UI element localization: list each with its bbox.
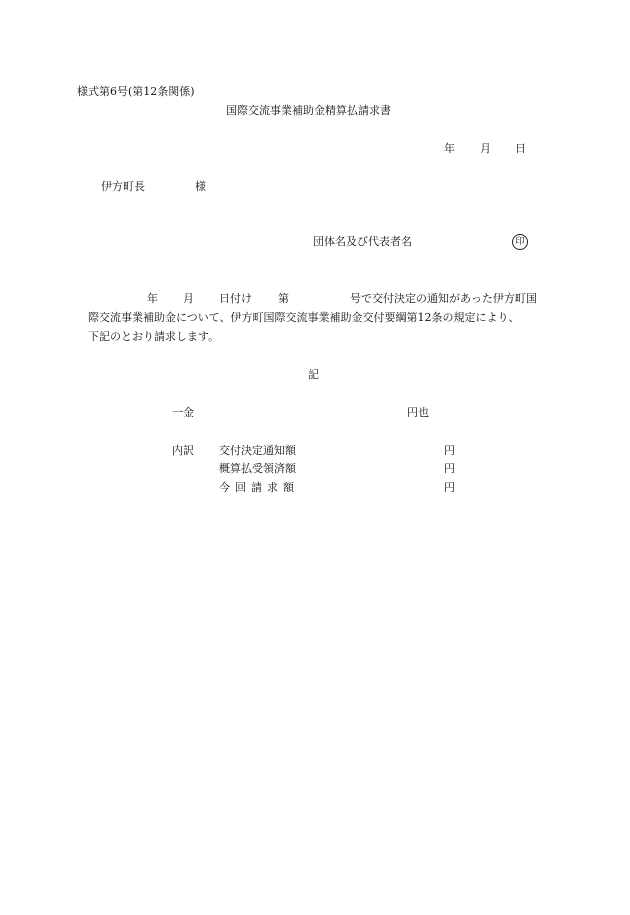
seal-mark: 印	[512, 234, 528, 250]
breakdown-label: 内訳	[172, 444, 194, 457]
date-day: 日	[515, 142, 526, 155]
body-line3: 下記のとおり請求します。	[88, 330, 220, 343]
addressee-honorific: 様	[195, 180, 206, 193]
body-month: 月	[183, 292, 194, 305]
body-year: 年	[147, 292, 158, 305]
body-dated: 日付け	[219, 292, 252, 305]
date-month: 月	[480, 142, 491, 155]
document-title: 国際交流事業補助金精算払請求書	[226, 104, 391, 117]
breakdown-item-name: 今回請求額	[219, 481, 299, 494]
breakdown-item-name: 概算払受領済額	[219, 462, 296, 475]
form-number: 様式第6号(第12条関係)	[77, 85, 195, 98]
amount-prefix: 一金	[172, 406, 194, 419]
date-year: 年	[444, 142, 455, 155]
amount-suffix: 円也	[407, 406, 429, 419]
addressee-name: 伊方町長	[101, 180, 145, 193]
applicant-label: 団体名及び代表者名	[313, 235, 412, 248]
breakdown-item-unit: 円	[444, 444, 455, 457]
body-line2: 際交流事業補助金について、伊方町国際交流事業補助金交付要綱第12条の規定により、	[88, 311, 520, 324]
breakdown-item-name: 交付決定通知額	[219, 444, 296, 457]
breakdown-item-unit: 円	[444, 481, 455, 494]
body-line1-rest: 号で交付決定の通知があった伊方町国	[350, 292, 537, 305]
ki-heading: 記	[308, 368, 319, 381]
breakdown-item-unit: 円	[444, 462, 455, 475]
body-dai: 第	[278, 292, 289, 305]
